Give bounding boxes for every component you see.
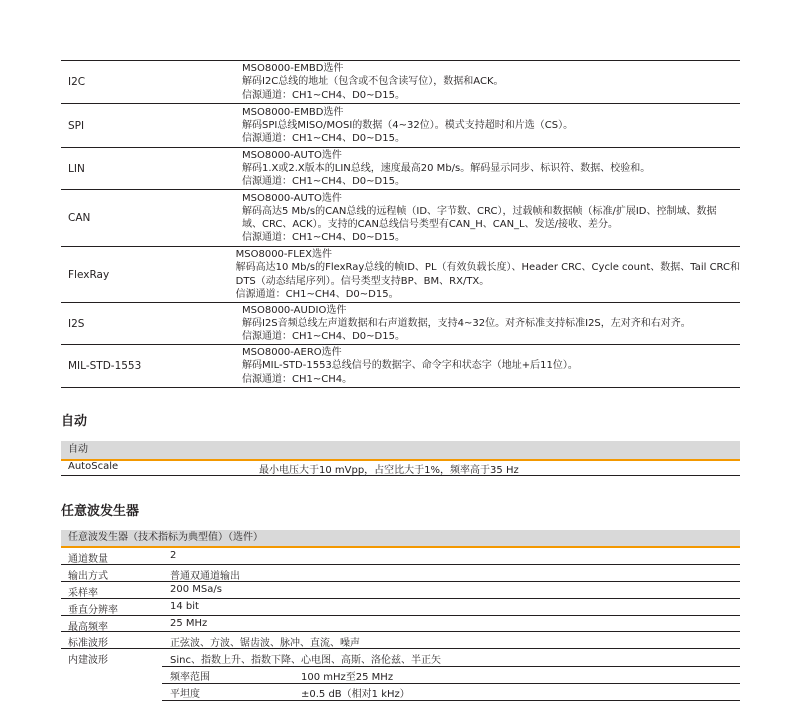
awg-row: 标准波形 正弦波、方波、锯齿波、脉冲、直流、噪声: [61, 632, 740, 649]
decode-name: LIN: [68, 162, 85, 175]
decode-name: CAN: [68, 212, 91, 224]
decode-desc: MSO8000-AERO选件 解码MIL-STD-1553总线信号的数据字、命令字和状态字（地址+后11位）。 信源通道：CH1~CH4。: [242, 347, 578, 385]
decode-row-i2c: [61, 61, 740, 104]
decode-row-mil-std-1553: [61, 345, 740, 388]
decode-name: SPI: [68, 119, 85, 132]
autoscale-label: AutoScale: [68, 461, 119, 472]
decode-name: MIL-STD-1553: [68, 360, 142, 372]
decode-desc: MSO8000-EMBD选件 解码SPI总线MISO/MOSI的数据（4~32位）。模式支持超时和片选（CS）。 信源通道：CH1~CH4、D0~D15。: [242, 106, 574, 145]
decode-row-lin: [61, 148, 740, 190]
decode-desc: MSO8000-AUTO选件 解码高达5 Mb/s的CAN总线的远程帧（ID、字节数、CRC），过载帧和数据帧（标准/扩展ID、控制域、数据 域、CRC、ACK）。支持的CAN总线信号类型有CAN_H、CAN_L、发送/接收、差分。 信源通道：CH1~CH4、D0~D15。: [242, 192, 717, 244]
awg-row: 通道数量 2: [61, 548, 740, 565]
awg-row: 内建波形 Sinc、指数上升、指数下降、心电图、高斯、洛伦兹、半正矢: [61, 649, 740, 666]
decode-name: I2S: [68, 317, 85, 330]
decode-desc: MSO8000-AUDIO选件 解码I2S音频总线左声道数据和右声道数据，支持4~32位。对齐标准支持标准I2S，左对齐和右对齐。 信源通道：CH1~CH4、D0~D15。: [242, 304, 691, 343]
divider: [162, 700, 740, 701]
decode-desc: MSO8000-AUTO选件 解码1.X或2.X版本的LIN总线，速度最高20 Mb/s。解码显示同步、标识符、数据、校验和。 信源通道：CH1~CH4、D0~D15。: [242, 149, 651, 188]
decode-name: I2C: [68, 76, 86, 88]
awg-row: 采样率 200 MSa/s: [61, 582, 740, 599]
decode-row-can: [61, 190, 740, 247]
decode-row-flexray: [61, 247, 740, 303]
awg-section-title: 任意波发生器: [61, 504, 140, 519]
awg-sub-row: 平坦度 ±0.5 dB（相对1 kHz）: [61, 683, 740, 700]
autoscale-row: [61, 460, 740, 476]
auto-section-title: 自动: [61, 414, 88, 429]
awg-table: [61, 548, 740, 700]
decode-desc: MSO8000-EMBD选件 解码I2C总线的地址（包含或不包含读写位），数据和ACK。 信源通道：CH1~CH4、D0~D15。: [242, 63, 504, 101]
awg-sub-row: 频率范围 100 mHz至25 MHz: [61, 666, 740, 683]
awg-row: 输出方式 普通双通道输出: [61, 565, 740, 582]
auto-table-header: 自动: [61, 441, 740, 461]
awg-row: 垂直分辨率 14 bit: [61, 599, 740, 616]
decode-desc: MSO8000-FLEX选件 解码高达10 Mb/s的FlexRay总线的帧ID、PL（有效负载长度）、Header CRC、Cycle count、数据、Tail CRC和 DTS（动态结尾序列）。信号类型支持BP、BM、RX/TX。 信源通道：CH1~CH4、D0~D15。: [235, 249, 740, 300]
awg-row: 最高频率 25 MHz: [61, 616, 740, 633]
awg-table-header: 任意波发生器（技术指标为典型值）（选件）: [61, 530, 740, 548]
decode-name: FlexRay: [68, 268, 110, 281]
decode-table: [61, 60, 740, 388]
autoscale-value: 最小电压大于10 mVpp，占空比大于1%，频率高于35 Hz: [259, 465, 519, 476]
decode-row-spi: [61, 104, 740, 148]
decode-row-i2s: [61, 303, 740, 345]
